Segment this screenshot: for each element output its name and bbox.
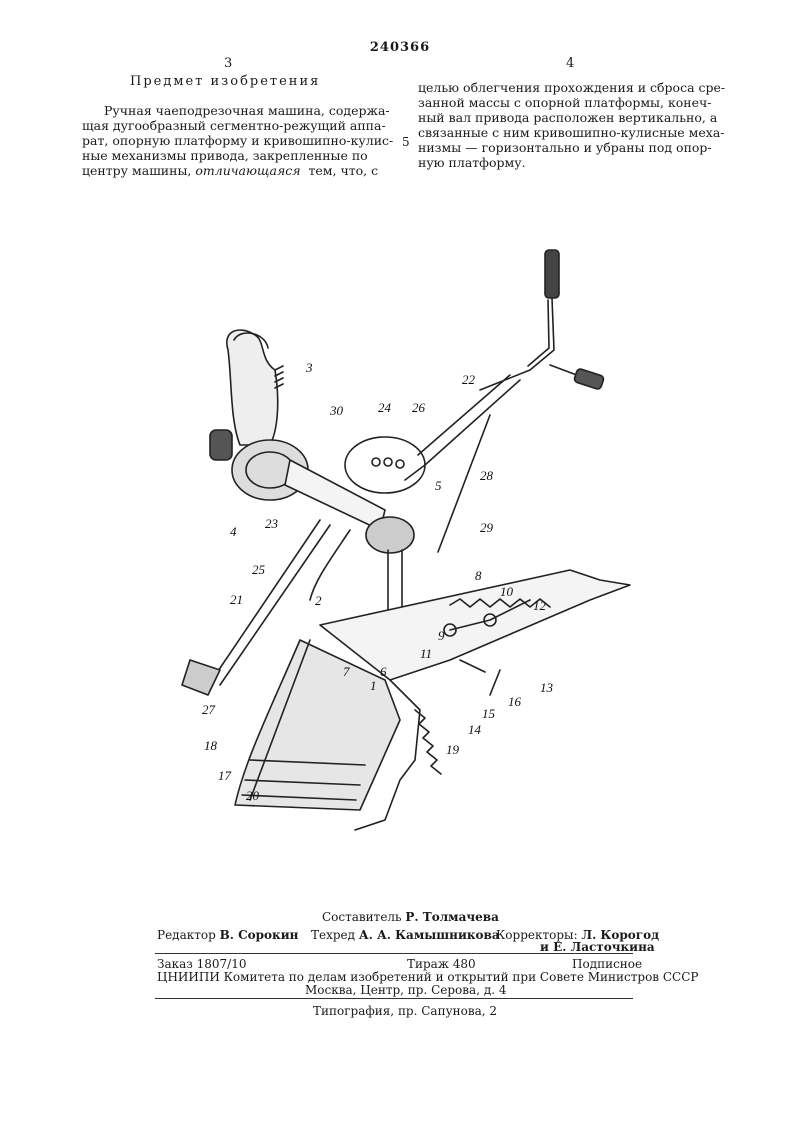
- claim-text: тем, что, с: [308, 163, 379, 178]
- claim-right-column: [418, 80, 726, 170]
- patent-number: 240366: [369, 40, 431, 55]
- figure-label: 23: [265, 516, 278, 531]
- divider: [155, 998, 633, 999]
- main-arm-edge: [418, 375, 510, 455]
- corrector-name: и Е. Ласточкина: [540, 940, 655, 954]
- line-number-marker: 5: [402, 135, 410, 149]
- figure-label: 22: [462, 372, 475, 387]
- editor-name: В. Сорокин: [219, 928, 299, 942]
- figure-label: 16: [508, 694, 521, 709]
- figure-label: 1: [370, 678, 377, 693]
- techred-label: Техред: [311, 928, 356, 942]
- gear-hole: [372, 458, 380, 466]
- figure-label: 29: [480, 520, 493, 535]
- figure-label: 19: [446, 742, 459, 757]
- knob: [210, 430, 232, 460]
- figure-label: 14: [468, 722, 481, 737]
- claim-line: рат, опорную платформу и кривошипно-кулис-: [82, 133, 394, 148]
- claim-line: занной массы с опорной платформы, конеч-: [418, 95, 712, 110]
- techred-name: А. А. Камышникова: [358, 928, 500, 942]
- figure-label: 25: [252, 562, 265, 577]
- divider: [155, 953, 633, 954]
- printer: Типография, пр. Сапунова, 2: [313, 1004, 498, 1018]
- figure-label: 4: [230, 524, 237, 539]
- claim-line: ные механизмы привода, закрепленные по: [82, 148, 368, 163]
- circulation: Тираж 480: [407, 957, 476, 971]
- gear-hole: [396, 460, 404, 468]
- figure-label: 6: [380, 664, 387, 679]
- figure-label: 28: [480, 468, 493, 483]
- column-number-right: 4: [566, 56, 575, 71]
- figure-label: 20: [246, 788, 259, 803]
- figure-label: 11: [420, 646, 433, 661]
- figure-label: 7: [343, 664, 350, 679]
- side-grip: [574, 368, 605, 390]
- shaft-housing: [285, 460, 385, 530]
- figure-label: 27: [202, 702, 215, 717]
- handle-shaft: [480, 298, 554, 390]
- main-arm: [405, 380, 520, 480]
- section-heading: Предмет изобретения: [130, 74, 321, 89]
- claim-line: ную платформу.: [418, 155, 526, 170]
- claim-line: щая дугообразный сегментно-режущий аппа-: [82, 118, 386, 133]
- figure-label: 15: [482, 706, 495, 721]
- claim-line: связанные с ним кривошипно-кулисные меха-: [418, 125, 725, 140]
- figure-label: 26: [412, 400, 425, 415]
- claim-line: целью облегчения прохождения и сброса сре-: [418, 80, 726, 95]
- figure-label: 2: [315, 593, 322, 608]
- correctors-label: Корректоры:: [496, 928, 578, 942]
- techred-credit: [311, 928, 500, 942]
- compiler-name: Р. Толмачева: [405, 910, 499, 924]
- figure-label: 18: [204, 738, 217, 753]
- figure-label: 12: [533, 598, 546, 613]
- order-number: Заказ 1807/10: [157, 957, 247, 971]
- column-number-left: 3: [224, 56, 233, 71]
- claim-left-column: [82, 103, 394, 178]
- claim-line: [82, 163, 390, 178]
- figure-label: 24: [378, 400, 391, 415]
- figure-label: 17: [218, 768, 231, 783]
- claim-line: ный вал привода расположен вертикально, а: [418, 110, 718, 125]
- figure-label: 8: [475, 568, 482, 583]
- lever: [182, 660, 220, 695]
- publisher: ЦНИИПИ Комитета по делам изобретений и открытий при Совете Министров СССР: [157, 970, 699, 984]
- figure-label: 5: [435, 478, 442, 493]
- claim-line: Ручная чаеподрезочная машина, содержа-: [104, 103, 390, 118]
- claim-line: низмы — горизонтально и убраны под опор-: [418, 140, 712, 155]
- cutter-bar: [320, 570, 630, 680]
- subscription-note: Подписное: [572, 957, 643, 971]
- editor-label: Редактор: [157, 928, 216, 942]
- publisher-address: Москва, Центр, пр. Серова, д. 4: [305, 983, 507, 997]
- figure-label: 13: [540, 680, 553, 695]
- corrector-second: [540, 940, 655, 954]
- claim-distinguishing-word: отличающаяся: [195, 163, 301, 178]
- figure-label: 3: [306, 360, 313, 375]
- bevel-gear: [366, 517, 414, 553]
- figure-label: 21: [230, 592, 243, 607]
- compiler-credit: [322, 910, 499, 924]
- editor-credit: [157, 928, 298, 942]
- brace-25: [310, 530, 350, 600]
- gear-hole: [384, 458, 392, 466]
- figure-label: 9: [438, 628, 445, 643]
- housing: [227, 330, 278, 445]
- figure-label: 10: [500, 584, 513, 599]
- compiler-label: Составитель: [322, 910, 402, 924]
- claim-text: центру машины,: [82, 163, 192, 178]
- linkage-arm: [460, 660, 500, 695]
- machine-drawing: [150, 240, 670, 860]
- corrector-name: Л. Корогод: [581, 928, 660, 942]
- handle-grip: [545, 250, 559, 298]
- figure-label: 30: [330, 403, 343, 418]
